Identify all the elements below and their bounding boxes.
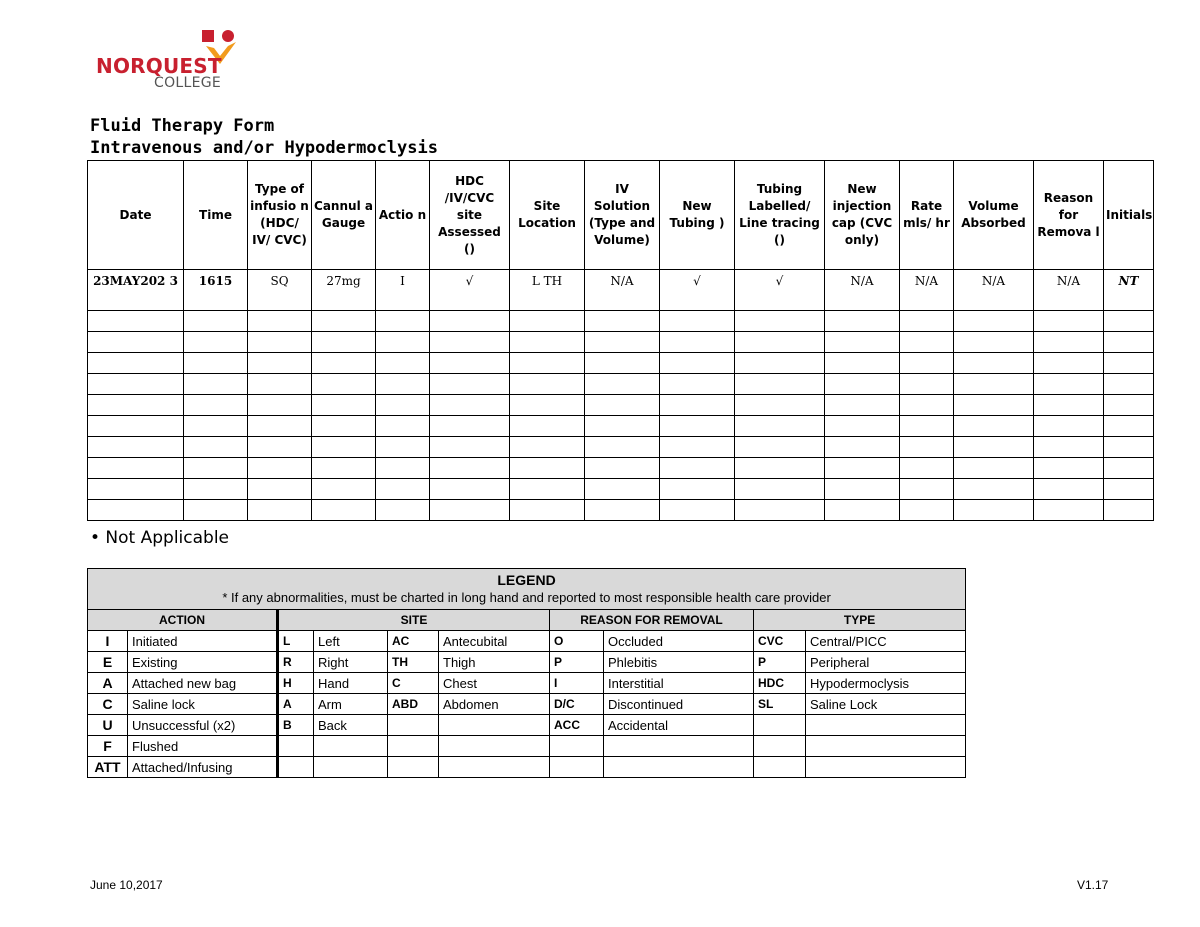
legend-section-reason: REASON FOR REMOVAL [550, 610, 754, 631]
legend-cell [314, 736, 388, 757]
column-header: Cannul a Gauge [312, 161, 376, 270]
table-cell[interactable]: N/A [954, 270, 1034, 311]
legend-cell [388, 736, 439, 757]
table-cell[interactable] [184, 416, 248, 437]
table-cell[interactable] [900, 416, 954, 437]
legend-cell: ACC [550, 715, 604, 736]
table-cell[interactable] [430, 311, 510, 332]
table-cell[interactable] [312, 437, 376, 458]
table-cell[interactable] [88, 332, 184, 353]
table-cell[interactable] [954, 479, 1034, 500]
legend-cell: ATT [88, 757, 128, 778]
legend-cell [388, 715, 439, 736]
table-cell[interactable] [1104, 479, 1154, 500]
legend-cell [439, 757, 550, 778]
legend-cell: R [278, 652, 314, 673]
table-cell[interactable] [376, 353, 430, 374]
table-cell[interactable] [1034, 479, 1104, 500]
legend-title: LEGEND [497, 572, 556, 588]
table-cell[interactable] [510, 479, 585, 500]
table-cell[interactable] [376, 374, 430, 395]
legend-cell [754, 757, 806, 778]
legend-section-type: TYPE [754, 610, 966, 631]
column-header: Date [88, 161, 184, 270]
table-cell[interactable]: SQ [248, 270, 312, 311]
table-cell[interactable] [248, 458, 312, 479]
legend-cell [604, 757, 754, 778]
table-cell[interactable] [184, 353, 248, 374]
table-cell[interactable] [900, 458, 954, 479]
table-cell[interactable] [1104, 437, 1154, 458]
legend-cell [550, 757, 604, 778]
legend-section-action: ACTION [88, 610, 278, 631]
table-row [88, 332, 1154, 353]
table-cell[interactable] [954, 458, 1034, 479]
table-cell[interactable] [900, 395, 954, 416]
table-row [88, 416, 1154, 437]
table-cell[interactable] [430, 353, 510, 374]
table-cell[interactable] [660, 479, 735, 500]
table-cell[interactable] [430, 500, 510, 521]
legend-row [88, 757, 966, 778]
table-cell[interactable] [1104, 458, 1154, 479]
table-row [88, 270, 1154, 311]
legend-cell: Saline Lock [806, 694, 966, 715]
table-row [88, 479, 1154, 500]
table-cell[interactable] [312, 395, 376, 416]
table-cell[interactable] [1104, 416, 1154, 437]
table-cell[interactable] [376, 416, 430, 437]
table-cell[interactable] [248, 437, 312, 458]
legend-cell: A [88, 673, 128, 694]
table-cell[interactable] [954, 500, 1034, 521]
column-header: IV Solution (Type and Volume) [585, 161, 660, 270]
legend-cell: Phlebitis [604, 652, 754, 673]
legend-cell: CVC [754, 631, 806, 652]
table-cell[interactable] [376, 332, 430, 353]
table-cell[interactable] [376, 311, 430, 332]
table-cell[interactable] [1034, 458, 1104, 479]
table-cell[interactable] [900, 500, 954, 521]
legend-cell: L [278, 631, 314, 652]
table-cell[interactable] [585, 353, 660, 374]
table-cell[interactable] [954, 332, 1034, 353]
table-cell[interactable] [1104, 353, 1154, 374]
legend-cell: Saline lock [128, 694, 278, 715]
legend-cell: F [88, 736, 128, 757]
legend-cell: Unsuccessful (x2) [128, 715, 278, 736]
table-cell[interactable]: N/A [900, 270, 954, 311]
norquest-logo [94, 28, 254, 90]
legend-cell: P [754, 652, 806, 673]
column-header: HDC /IV/CVC site Assessed () [430, 161, 510, 270]
table-cell[interactable] [430, 458, 510, 479]
legend-header [88, 569, 966, 610]
legend-cell: Thigh [439, 652, 550, 673]
table-cell[interactable] [430, 395, 510, 416]
table-cell[interactable] [585, 311, 660, 332]
table-cell[interactable] [184, 458, 248, 479]
legend-cell [806, 715, 966, 736]
table-cell[interactable] [184, 437, 248, 458]
legend-row [88, 694, 966, 715]
table-cell[interactable]: √ [735, 270, 825, 311]
table-row [88, 311, 1154, 332]
legend-cell: Initiated [128, 631, 278, 652]
legend-cell [806, 757, 966, 778]
table-cell[interactable] [312, 332, 376, 353]
table-cell[interactable] [660, 353, 735, 374]
legend-cell: C [88, 694, 128, 715]
legend-cell: H [278, 673, 314, 694]
table-cell[interactable] [825, 395, 900, 416]
table-cell[interactable] [248, 395, 312, 416]
table-cell[interactable] [376, 437, 430, 458]
table-cell[interactable] [312, 458, 376, 479]
table-cell[interactable] [735, 311, 825, 332]
table-cell[interactable] [248, 332, 312, 353]
legend-cell: Interstitial [604, 673, 754, 694]
table-cell[interactable] [735, 332, 825, 353]
table-cell[interactable] [312, 353, 376, 374]
table-cell[interactable] [585, 500, 660, 521]
table-cell[interactable] [248, 479, 312, 500]
table-cell[interactable] [248, 500, 312, 521]
table-cell[interactable] [825, 479, 900, 500]
legend-cell: E [88, 652, 128, 673]
table-cell[interactable] [1104, 374, 1154, 395]
legend-cell [754, 715, 806, 736]
legend-cell: Chest [439, 673, 550, 694]
table-cell[interactable] [660, 500, 735, 521]
table-cell[interactable] [735, 416, 825, 437]
table-cell[interactable] [1034, 416, 1104, 437]
legend-cell: TH [388, 652, 439, 673]
legend-cell [388, 757, 439, 778]
legend-cell: Attached new bag [128, 673, 278, 694]
table-cell[interactable]: L TH [510, 270, 585, 311]
legend-sections [88, 610, 966, 631]
table-cell[interactable] [88, 437, 184, 458]
legend-cell: HDC [754, 673, 806, 694]
legend-cell: ABD [388, 694, 439, 715]
table-cell[interactable] [1034, 437, 1104, 458]
column-header: Tubing Labelled/ Line tracing () [735, 161, 825, 270]
table-cell[interactable] [510, 500, 585, 521]
legend-row [88, 736, 966, 757]
legend-cell: Central/PICC [806, 631, 966, 652]
table-cell[interactable]: √ [660, 270, 735, 311]
table-row [88, 395, 1154, 416]
legend-cell: Discontinued [604, 694, 754, 715]
table-cell[interactable] [376, 395, 430, 416]
table-cell[interactable] [660, 395, 735, 416]
table-cell[interactable] [510, 458, 585, 479]
table-cell[interactable]: 1615 [184, 270, 248, 311]
table-cell[interactable] [430, 332, 510, 353]
table-cell[interactable]: N/A [825, 270, 900, 311]
legend-cell: Abdomen [439, 694, 550, 715]
legend-cell [314, 757, 388, 778]
table-cell[interactable] [510, 416, 585, 437]
table-cell[interactable] [900, 374, 954, 395]
table-cell[interactable] [88, 353, 184, 374]
table-cell[interactable]: √ [430, 270, 510, 311]
legend-cell: I [550, 673, 604, 694]
table-cell[interactable]: NT [1104, 270, 1154, 311]
table-cell[interactable] [825, 353, 900, 374]
legend-section-site: SITE [278, 610, 550, 631]
table-cell[interactable] [510, 437, 585, 458]
legend-cell [604, 736, 754, 757]
column-header: Volume Absorbed [954, 161, 1034, 270]
legend-cell: D/C [550, 694, 604, 715]
column-header: New Tubing ) [660, 161, 735, 270]
table-cell[interactable] [376, 479, 430, 500]
table-cell[interactable] [88, 458, 184, 479]
table-cell[interactable] [430, 437, 510, 458]
table-row [88, 500, 1154, 521]
legend-cell: Attached/Infusing [128, 757, 278, 778]
table-cell[interactable] [735, 374, 825, 395]
form-title: Fluid Therapy Form [90, 116, 275, 136]
table-cell[interactable] [954, 353, 1034, 374]
table-row [88, 374, 1154, 395]
table-cell[interactable] [900, 353, 954, 374]
legend-cell: Existing [128, 652, 278, 673]
table-cell[interactable] [248, 311, 312, 332]
table-cell[interactable] [954, 395, 1034, 416]
legend-cell: Hypodermoclysis [806, 673, 966, 694]
legend-cell [278, 736, 314, 757]
table-cell[interactable] [1034, 395, 1104, 416]
table-cell[interactable] [510, 353, 585, 374]
table-cell[interactable] [312, 374, 376, 395]
legend-row [88, 652, 966, 673]
column-header: Initials [1104, 161, 1154, 270]
table-cell[interactable] [88, 395, 184, 416]
table-cell[interactable] [900, 479, 954, 500]
column-header: Time [184, 161, 248, 270]
table-cell[interactable] [312, 500, 376, 521]
table-cell[interactable] [88, 374, 184, 395]
legend-cell: Right [314, 652, 388, 673]
table-cell[interactable] [376, 500, 430, 521]
table-row [88, 437, 1154, 458]
table-cell[interactable] [1104, 311, 1154, 332]
legend-cell: Occluded [604, 631, 754, 652]
table-cell[interactable] [184, 395, 248, 416]
table-cell[interactable] [184, 332, 248, 353]
table-cell[interactable] [88, 416, 184, 437]
logo-line1: NORQUEST [96, 54, 222, 78]
table-cell[interactable] [825, 458, 900, 479]
legend-table [87, 568, 966, 778]
footer-date: June 10,2017 [90, 878, 163, 892]
table-cell[interactable] [585, 479, 660, 500]
table-cell[interactable] [248, 416, 312, 437]
table-cell[interactable] [585, 458, 660, 479]
table-cell[interactable] [312, 479, 376, 500]
legend-row [88, 715, 966, 736]
legend-cell: Antecubital [439, 631, 550, 652]
legend-cell: Left [314, 631, 388, 652]
table-cell[interactable] [825, 311, 900, 332]
table-cell[interactable] [1104, 332, 1154, 353]
table-cell[interactable] [954, 311, 1034, 332]
legend-row [88, 673, 966, 694]
fluid-therapy-table [87, 160, 1154, 521]
table-cell[interactable] [430, 416, 510, 437]
table-cell[interactable]: I [376, 270, 430, 311]
legend-cell [278, 757, 314, 778]
table-cell[interactable] [312, 416, 376, 437]
logo-line2: COLLEGE [154, 75, 222, 91]
legend-cell [806, 736, 966, 757]
table-cell[interactable] [585, 374, 660, 395]
not-applicable-note: • Not Applicable [90, 528, 230, 548]
table-cell[interactable]: N/A [585, 270, 660, 311]
footer-version: V1.17 [1077, 878, 1109, 892]
table-cell[interactable] [88, 311, 184, 332]
column-header: Rate mls/ hr [900, 161, 954, 270]
table-cell[interactable] [735, 479, 825, 500]
table-cell[interactable] [1034, 500, 1104, 521]
legend-cell [439, 736, 550, 757]
table-cell[interactable] [585, 395, 660, 416]
legend-cell: Accidental [604, 715, 754, 736]
header-row [88, 161, 1154, 270]
legend-cell [550, 736, 604, 757]
legend-cell: A [278, 694, 314, 715]
legend-cell: O [550, 631, 604, 652]
legend-cell: Hand [314, 673, 388, 694]
table-cell[interactable] [660, 416, 735, 437]
table-cell[interactable] [184, 500, 248, 521]
table-cell[interactable] [585, 416, 660, 437]
table-cell[interactable] [312, 311, 376, 332]
column-header: Type of infusio n (HDC/ IV/ CVC) [248, 161, 312, 270]
table-cell[interactable] [900, 311, 954, 332]
table-cell[interactable] [825, 437, 900, 458]
legend-cell: Arm [314, 694, 388, 715]
table-row [88, 458, 1154, 479]
table-cell[interactable] [660, 332, 735, 353]
legend-cell: Flushed [128, 736, 278, 757]
table-cell[interactable] [735, 437, 825, 458]
table-cell[interactable] [248, 353, 312, 374]
table-cell[interactable]: N/A [1034, 270, 1104, 311]
legend-cell [754, 736, 806, 757]
table-cell[interactable] [954, 374, 1034, 395]
table-cell[interactable]: 23MAY202 3 [88, 270, 184, 311]
column-header: Site Location [510, 161, 585, 270]
table-cell[interactable] [184, 374, 248, 395]
table-cell[interactable] [660, 311, 735, 332]
table-cell[interactable] [430, 374, 510, 395]
legend-cell: I [88, 631, 128, 652]
table-cell[interactable] [825, 374, 900, 395]
table-cell[interactable] [88, 500, 184, 521]
table-cell[interactable]: 27mg [312, 270, 376, 311]
table-cell[interactable] [510, 332, 585, 353]
table-cell[interactable] [735, 458, 825, 479]
table-cell[interactable] [248, 374, 312, 395]
table-cell[interactable] [954, 416, 1034, 437]
table-cell[interactable] [660, 437, 735, 458]
table-cell[interactable] [1104, 395, 1154, 416]
table-cell[interactable] [1034, 374, 1104, 395]
table-cell[interactable] [825, 500, 900, 521]
legend-cell: U [88, 715, 128, 736]
table-cell[interactable] [1034, 332, 1104, 353]
table-cell[interactable] [184, 311, 248, 332]
table-cell[interactable] [1034, 311, 1104, 332]
legend-cell: P [550, 652, 604, 673]
table-cell[interactable] [735, 395, 825, 416]
table-cell[interactable] [660, 458, 735, 479]
legend-cell: B [278, 715, 314, 736]
table-cell[interactable] [510, 311, 585, 332]
table-cell[interactable] [510, 395, 585, 416]
table-cell[interactable] [1104, 500, 1154, 521]
table-cell[interactable] [735, 353, 825, 374]
table-cell[interactable] [825, 416, 900, 437]
table-cell[interactable] [184, 479, 248, 500]
legend-cell: SL [754, 694, 806, 715]
legend-cell: Back [314, 715, 388, 736]
table-row [88, 353, 1154, 374]
column-header: New injection cap (CVC only) [825, 161, 900, 270]
legend-cell: AC [388, 631, 439, 652]
table-cell[interactable] [376, 458, 430, 479]
table-cell[interactable] [825, 332, 900, 353]
table-cell[interactable] [585, 332, 660, 353]
legend-subtitle: * If any abnormalities, must be charted in long hand and reported to most responsible health care provider [222, 590, 831, 605]
legend-cell: C [388, 673, 439, 694]
table-cell[interactable] [430, 479, 510, 500]
table-cell[interactable] [585, 437, 660, 458]
form-subtitle: Intravenous and/or Hypodermoclysis [90, 138, 438, 158]
table-cell[interactable] [900, 332, 954, 353]
table-cell[interactable] [954, 437, 1034, 458]
table-cell[interactable] [1034, 353, 1104, 374]
legend-cell [439, 715, 550, 736]
legend-row [88, 631, 966, 652]
column-header: Reason for Remova l [1034, 161, 1104, 270]
legend-cell: Peripheral [806, 652, 966, 673]
table-cell[interactable] [660, 374, 735, 395]
table-cell[interactable] [88, 479, 184, 500]
table-cell[interactable] [735, 500, 825, 521]
table-cell[interactable] [900, 437, 954, 458]
table-cell[interactable] [510, 374, 585, 395]
column-header: Actio n [376, 161, 430, 270]
